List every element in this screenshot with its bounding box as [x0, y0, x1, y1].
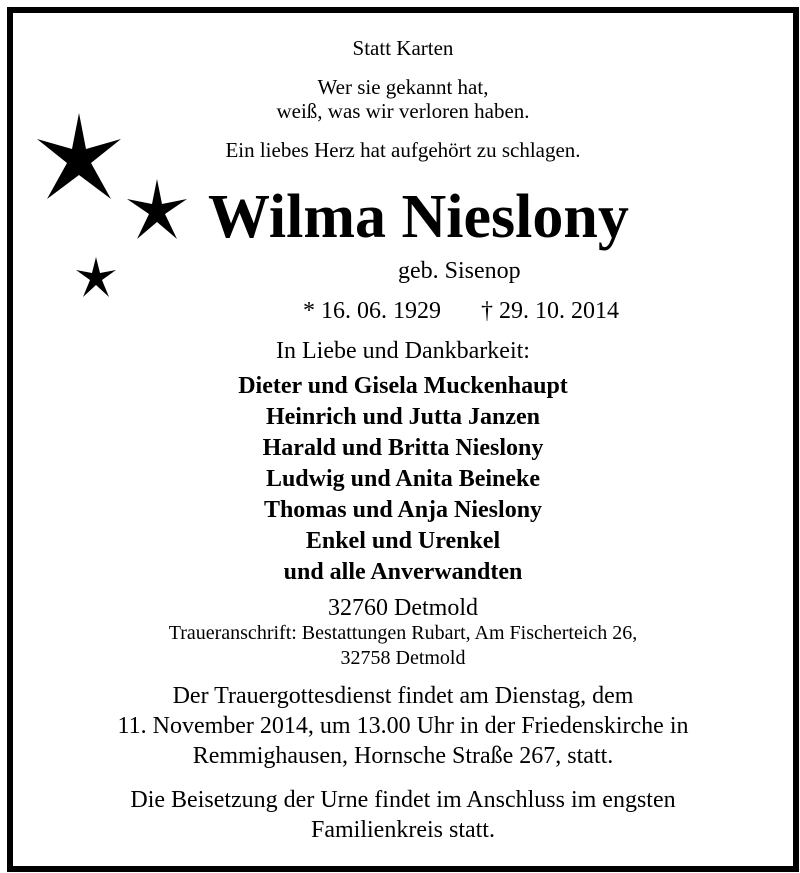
mourner-name: Thomas und Anja Nieslony	[263, 497, 543, 523]
mourner-name: Enkel und Urenkel	[305, 528, 501, 554]
star-icon	[127, 179, 187, 239]
address-line-1: Traueranschrift: Bestattungen Rubart, Am Fischerteich 26,	[168, 622, 638, 644]
service-line-2: 11. November 2014, um 13.00 Uhr in der Friedenskirche in	[117, 713, 689, 739]
death-date: † 29. 10. 2014	[481, 298, 619, 324]
obituary-frame	[7, 7, 799, 872]
address-line-2: 32758 Detmold	[340, 647, 466, 669]
star-icon-small	[75, 257, 117, 299]
heart-line: Ein liebes Herz hat aufgehört zu schlagen.	[225, 138, 581, 162]
mourner-name: Ludwig und Anita Beineke	[265, 466, 541, 492]
maiden-name: geb. Sisenop	[398, 258, 521, 284]
mourner-name: Dieter und Gisela Muckenhaupt	[238, 373, 568, 399]
service-line-1: Der Trauergottesdienst findet am Dienstag, dem	[172, 683, 634, 709]
deceased-name: Wilma Nieslony	[208, 183, 629, 251]
star-icon-medium	[125, 179, 189, 243]
burial-line-2: Familienkreis statt.	[311, 817, 495, 843]
service-line-3: Remmighausen, Hornsche Straße 267, statt.	[192, 743, 614, 769]
life-dates	[303, 296, 619, 326]
birth-date: * 16. 06. 1929	[303, 298, 441, 324]
city-line: 32760 Detmold	[328, 595, 478, 621]
star-icon	[76, 257, 116, 297]
mourner-name: und alle Anverwandten	[283, 559, 523, 585]
quote-line-2: weiß, was wir verloren haben.	[276, 99, 530, 123]
mourner-name: Heinrich und Jutta Janzen	[265, 404, 541, 430]
quote-line-1: Wer sie gekannt hat,	[317, 75, 489, 99]
mourner-name: Harald und Britta Nieslony	[262, 435, 544, 461]
burial-line-1: Die Beisetzung der Urne findet im Anschluss im engsten	[130, 787, 676, 813]
intro-text: Statt Karten	[352, 36, 454, 60]
mourners-intro: In Liebe und Dankbarkeit:	[276, 338, 530, 364]
